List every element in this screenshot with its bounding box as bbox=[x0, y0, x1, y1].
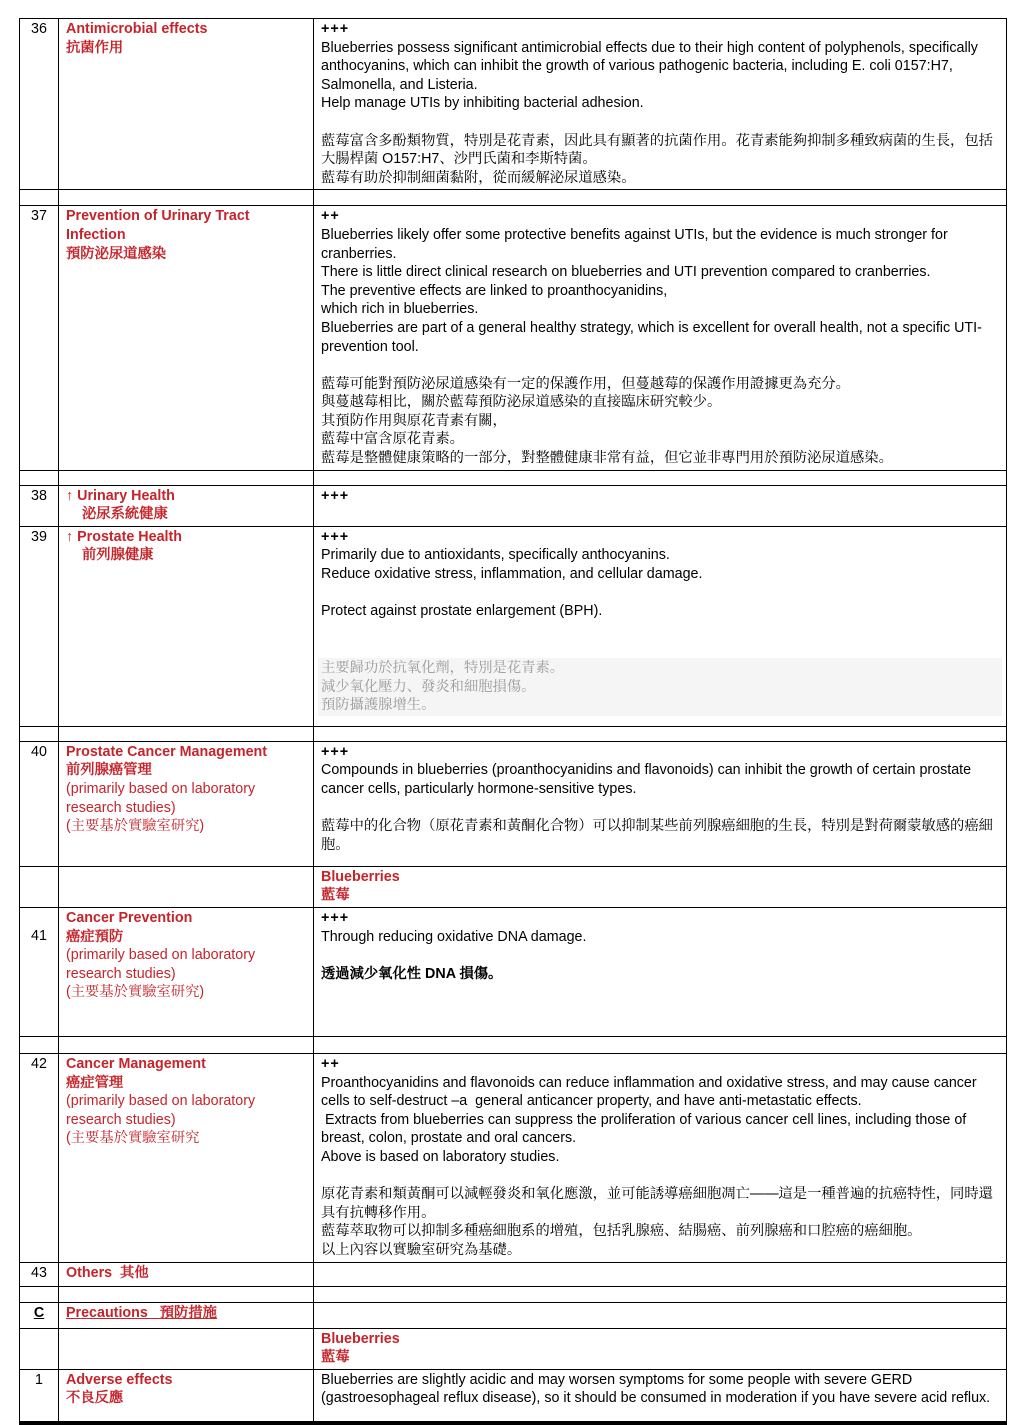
row-label-line: ↑ Prostate Health bbox=[66, 528, 182, 545]
row-label-line: (primarily based on laboratory bbox=[66, 781, 256, 798]
grey-note-line: 預防攝護腺增生。 bbox=[321, 697, 436, 714]
row-content-cell bbox=[314, 1286, 1007, 1302]
row-number: C bbox=[33, 1304, 45, 1321]
row-label-line: research studies) bbox=[66, 965, 176, 982]
row-number: 37 bbox=[31, 208, 47, 225]
row-label-cell bbox=[59, 1328, 314, 1369]
row-label-line: Cancer Management bbox=[66, 1056, 206, 1073]
rating-strength: +++ bbox=[321, 910, 350, 927]
row-number-cell bbox=[20, 470, 59, 485]
row-label-line: ↑ Urinary Health bbox=[66, 487, 175, 504]
content-paragraph-en: Blueberries likely offer some protective benefits against UTIs, but the evidence is much stronger for cranberries. bbox=[321, 226, 952, 262]
grey-note-line: 減少氧化壓力、發炎和細胞損傷。 bbox=[321, 678, 536, 695]
rating-strength: +++ bbox=[321, 487, 350, 504]
rating-strength: ++ bbox=[321, 208, 340, 225]
section-header-row bbox=[20, 1328, 1007, 1369]
row-label-cell bbox=[59, 1369, 314, 1423]
row-label-line: Precautions 預防措施 bbox=[66, 1304, 217, 1321]
content-paragraph-zh: 藍莓有助於抑制細菌黏附，從而緩解泌尿道感染。 bbox=[321, 169, 636, 186]
content-paragraph-en: Reduce oxidative stress, inflammation, and cellular damage. bbox=[321, 566, 703, 583]
row-41 bbox=[20, 908, 1007, 1037]
content-paragraph-zh: 以上內容以實驗室研究為基礎。 bbox=[321, 1241, 522, 1258]
row-1 bbox=[20, 1369, 1007, 1423]
row-label-line: 前列腺癌管理 bbox=[66, 762, 152, 779]
blank-line bbox=[321, 799, 999, 818]
row-number-cell bbox=[20, 1286, 59, 1302]
row-label-line: 不良反應 bbox=[66, 1390, 124, 1407]
row-40 bbox=[20, 741, 1007, 866]
row-number-cell bbox=[20, 1054, 59, 1263]
table-wrap bbox=[19, 18, 1007, 1425]
row-number-cell bbox=[20, 908, 59, 1037]
grey-note-block bbox=[318, 658, 1002, 716]
row-37 bbox=[20, 206, 1007, 470]
row-43 bbox=[20, 1262, 1007, 1286]
content-paragraph-zh: 透過減少氧化性 DNA 損傷。 bbox=[321, 965, 503, 982]
row-content-cell bbox=[314, 726, 1007, 741]
blueberry-health-table bbox=[19, 18, 1007, 1425]
row-number-cell bbox=[20, 206, 59, 470]
row-label-cell bbox=[59, 908, 314, 1037]
blank-line bbox=[321, 356, 999, 375]
content-paragraph-en: Blueberries are part of a general healthy strategy, which is excellent for overall health, not a specific UTI-prevention tool. bbox=[321, 319, 982, 355]
row-content-cell bbox=[314, 206, 1007, 470]
row-number-cell bbox=[20, 1302, 59, 1328]
row-label-line: 抗菌作用 bbox=[66, 39, 124, 56]
row-label-line: Antimicrobial effects bbox=[66, 21, 208, 37]
row-label-cell bbox=[59, 19, 314, 190]
row-label-line: 預防泌尿道感染 bbox=[66, 245, 167, 262]
content-paragraph-zh: 藍莓中富含原花青素。 bbox=[321, 431, 464, 448]
row-content-cell bbox=[314, 485, 1007, 526]
content-paragraph-en: Proanthocyanidins and flavonoids can reduce inflammation and oxidative stress, and may cause cancer cells to self-destruct –a general anticancer property, and have anti-metastatic effects. bbox=[321, 1074, 981, 1110]
row-number: 40 bbox=[31, 743, 47, 760]
health-table-body bbox=[20, 19, 1007, 1424]
spacer-row bbox=[20, 726, 1007, 741]
blank-line bbox=[321, 621, 999, 640]
content-paragraph-en: which rich in blueberries. bbox=[321, 301, 479, 318]
row-content-cell bbox=[314, 1054, 1007, 1263]
spacer-row bbox=[20, 1286, 1007, 1302]
rating-strength: +++ bbox=[321, 528, 350, 545]
row-number: 38 bbox=[31, 487, 47, 504]
content-paragraph-zh: 藍莓萃取物可以抑制多種癌細胞系的增殖，包括乳腺癌、結腸癌、前列腺癌和口腔癌的癌細胞。 bbox=[321, 1223, 922, 1240]
content-paragraph-zh: 原花青素和類黃酮可以減輕發炎和氧化應激，並可能誘導癌細胞凋亡——這是一種普遍的抗癌特性，同時還具有抗轉移作用。 bbox=[321, 1186, 993, 1221]
row-number-cell bbox=[20, 1328, 59, 1369]
rating-strength: +++ bbox=[321, 21, 350, 37]
row-label-line: 前列腺健康 bbox=[82, 547, 154, 564]
row-content-cell bbox=[314, 1369, 1007, 1423]
row-number-cell bbox=[20, 485, 59, 526]
section-title: 藍莓 bbox=[321, 1349, 350, 1366]
row-number: 39 bbox=[31, 528, 47, 545]
row-label-line: Cancer Prevention bbox=[66, 910, 193, 927]
row-number-cell bbox=[20, 526, 59, 726]
content-paragraph-en: Help manage UTIs by inhibiting bacterial adhesion. bbox=[321, 95, 644, 112]
row-label-cell bbox=[59, 741, 314, 866]
row-number-cell bbox=[20, 190, 59, 206]
spacer-row bbox=[20, 470, 1007, 485]
row-content-cell bbox=[314, 190, 1007, 206]
row-label-cell bbox=[59, 190, 314, 206]
row-label-line: Adverse effects bbox=[66, 1371, 173, 1388]
row-label-line: (primarily based on laboratory bbox=[66, 947, 256, 964]
row-content-cell bbox=[314, 1262, 1007, 1286]
spacer-row bbox=[20, 190, 1007, 206]
grey-note-line: 主要歸功於抗氧化劑，特別是花青素。 bbox=[321, 660, 565, 676]
blank-line bbox=[321, 113, 999, 132]
section-title: 藍莓 bbox=[321, 887, 350, 904]
row-number-cell bbox=[20, 1369, 59, 1423]
row-number: 1 bbox=[35, 1371, 43, 1388]
content-paragraph-zh: 藍莓是整體健康策略的一部分，對整體健康非常有益，但它並非專門用於預防泌尿道感染。 bbox=[321, 450, 893, 467]
content-paragraph-zh: 藍莓可能對預防泌尿道感染有一定的保護作用，但蔓越莓的保護作用證據更為充分。 bbox=[321, 375, 850, 392]
row-label-line: (主要基於實驗室研究) bbox=[66, 984, 205, 1001]
content-paragraph-zh: 與蔓越莓相比，關於藍莓預防泌尿道感染的直接臨床研究較少。 bbox=[321, 394, 722, 411]
row-label-line: Infection bbox=[66, 226, 126, 243]
rating-strength: ++ bbox=[321, 1056, 340, 1073]
row-label-cell bbox=[59, 866, 314, 907]
row-number-cell bbox=[20, 1262, 59, 1286]
content-paragraph-en: Blueberries are slightly acidic and may worsen symptoms for some people with severe GERD (gastroesophageal reflux disease), so it should be consumed in moderation if you have severe acid reflux. bbox=[321, 1371, 991, 1407]
row-number: 41 bbox=[31, 928, 47, 945]
content-paragraph-zh: 藍莓中的化合物（原花青素和黃酮化合物）可以抑制某些前列腺癌細胞的生長，特別是對荷爾蒙敏感的癌細胞。 bbox=[321, 818, 993, 853]
content-paragraph-en: Above is based on laboratory studies. bbox=[321, 1149, 560, 1165]
row-42 bbox=[20, 1054, 1007, 1263]
row-number-cell bbox=[20, 741, 59, 866]
row-label-line: Prostate Cancer Management bbox=[66, 743, 268, 760]
content-paragraph-en: Compounds in blueberries (proanthocyanidins and flavonoids) can inhibit the growth of certain prostate cancer cells, particularly hormone-sensitive types. bbox=[321, 762, 976, 798]
row-label-cell bbox=[59, 1054, 314, 1263]
row-content-cell bbox=[314, 526, 1007, 726]
row-label-line: (primarily based on laboratory bbox=[66, 1093, 256, 1110]
row-label-line: 癌症預防 bbox=[66, 928, 124, 945]
row-label-line: Prevention of Urinary Tract bbox=[66, 208, 250, 225]
content-paragraph-en: The preventive effects are linked to proanthocyanidins, bbox=[321, 282, 668, 299]
row-label-line: (主要基於實驗室研究) bbox=[66, 818, 205, 835]
row-label-line: Others 其他 bbox=[66, 1264, 149, 1281]
rating-strength: +++ bbox=[321, 743, 350, 760]
row-36 bbox=[20, 19, 1007, 190]
content-paragraph-en: Through reducing oxidative DNA damage. bbox=[321, 928, 587, 945]
row-content-cell bbox=[314, 1037, 1007, 1054]
row-content-cell bbox=[314, 908, 1007, 1037]
row-label-cell bbox=[59, 1037, 314, 1054]
row-label-cell bbox=[59, 1302, 314, 1328]
blank-line bbox=[321, 946, 999, 965]
content-paragraph-zh: 其預防作用與原花青素有關， bbox=[321, 412, 507, 429]
row-content-cell bbox=[314, 470, 1007, 485]
content-paragraph-en: Extracts from blueberries can suppress the proliferation of various cancer cell lines, including those of breast, colon, prostate and oral cancers. bbox=[321, 1111, 971, 1147]
blank-line bbox=[321, 639, 999, 658]
row-label-line: research studies) bbox=[66, 1111, 176, 1128]
section-title: Blueberries bbox=[321, 868, 400, 885]
row-number-cell bbox=[20, 1037, 59, 1054]
row-label-cell bbox=[59, 1286, 314, 1302]
row-content-cell bbox=[314, 1302, 1007, 1328]
row-label-line: 泌尿系統健康 bbox=[82, 506, 168, 523]
content-paragraph-en: Blueberries possess significant antimicrobial effects due to their high content of polyphenols, specifically anthocyanins, which can inhibit the growth of various pathogenic bacteria, including E. coli 0157:H7, Salmonella, and Listeria. bbox=[321, 39, 982, 93]
blank-line bbox=[321, 584, 999, 603]
spacer-row bbox=[20, 1037, 1007, 1054]
row-number: 42 bbox=[31, 1056, 47, 1073]
content-paragraph-en: Protect against prostate enlargement (BPH). bbox=[321, 603, 603, 620]
row-C bbox=[20, 1302, 1007, 1328]
row-content-cell bbox=[314, 866, 1007, 907]
row-label-line: (主要基於實驗室研究 bbox=[66, 1130, 200, 1147]
content-paragraph-en: Primarily due to antioxidants, specifically anthocyanins. bbox=[321, 547, 670, 564]
section-title: Blueberries bbox=[321, 1330, 400, 1347]
row-39 bbox=[20, 526, 1007, 726]
row-number-cell bbox=[20, 866, 59, 907]
section-header-row bbox=[20, 866, 1007, 907]
blank-line bbox=[321, 1167, 999, 1186]
row-label-cell bbox=[59, 526, 314, 726]
row-content-cell bbox=[314, 741, 1007, 866]
row-label-line: 癌症管理 bbox=[66, 1074, 124, 1091]
row-38 bbox=[20, 485, 1007, 526]
row-label-cell bbox=[59, 206, 314, 470]
content-paragraph-zh: 藍莓富含多酚類物質，特別是花青素，因此具有顯著的抗菌作用。花青素能夠抑制多種致病菌的生長，包括大腸桿菌 O157:H7、沙門氏菌和李斯特菌。 bbox=[321, 132, 993, 168]
row-label-cell bbox=[59, 470, 314, 485]
row-label-cell bbox=[59, 485, 314, 526]
content-paragraph-en: There is little direct clinical research on blueberries and UTI prevention compared to cranberries. bbox=[321, 264, 931, 281]
row-label-cell bbox=[59, 1262, 314, 1286]
row-label-line: research studies) bbox=[66, 799, 176, 816]
row-number: 36 bbox=[31, 21, 47, 37]
row-content-cell bbox=[314, 1328, 1007, 1369]
row-number-cell bbox=[20, 19, 59, 190]
row-number: 43 bbox=[31, 1264, 47, 1281]
row-content-cell bbox=[314, 19, 1007, 190]
row-number-cell bbox=[20, 726, 59, 741]
row-label-cell bbox=[59, 726, 314, 741]
